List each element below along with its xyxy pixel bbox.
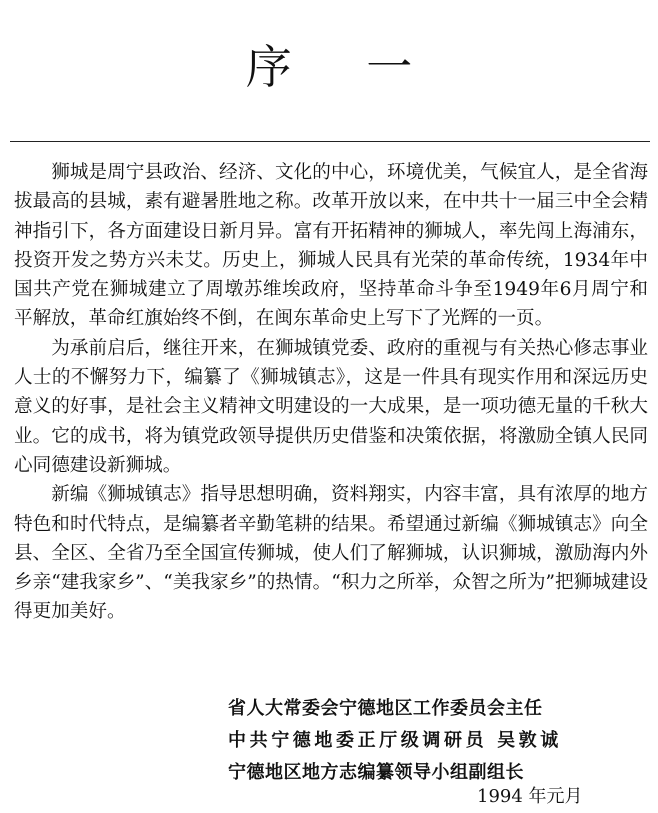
paragraph-1: 狮城是周宁县政治、经济、文化的中心，环境优美，气候宜人，是全省海拔最高的县城，素有避暑胜地之称。改革开放以来，在中共十一届三中全会精神指引下，各方面建设日新月异。富有开拓精神的狮城人，率先闯上海浦东，投资开发之势方兴未艾。历史上，狮城人民具有光荣的革命传统，1934年中国共产党在狮城建立了周墩苏维埃政府，坚持革命斗争至1949年6月周宁和平解放，革命红旗始终不倒，在闽东革命史上写下了光辉的一页。 — [14, 162, 648, 330]
title-divider — [10, 141, 650, 142]
signature-title-2: 中共宁德地委正厅级调研员 吴敦诚 — [228, 730, 562, 751]
preface-body — [14, 158, 648, 627]
page-title: 序 一 — [245, 39, 443, 94]
paragraph-3: 新编《狮城镇志》指导思想明确，资料翔实，内容丰富，具有浓厚的地方特色和时代特点，是编纂者辛勤笔耕的结果。希望通过新编《狮城镇志》向全县、全区、全省乃至全国宣传狮城，使人们了解狮城，认识狮城，激励海内外乡亲“建我家乡”、“美我家乡”的热情。“积力之所举，众智之所为”把狮城建设得更加美好。 — [14, 484, 648, 623]
signature-title-3: 宁德地区地方志编纂领导小组副组长 — [228, 762, 524, 783]
signature-title-1: 省人大常委会宁德地区工作委员会主任 — [228, 698, 543, 719]
paragraph-2: 为承前启后，继往开来，在狮城镇党委、政府的重视与有关热心修志事业人士的不懈努力下，编纂了《狮城镇志》，这是一件具有现实作用和深远历史意义的好事，是社会主义精神文明建设的一大成果，是一项功德无量的千秋大业。它的成书，将为镇党政领导提供历史借鉴和决策依据，将激励全镇人民同心同德建设新狮城。 — [14, 337, 648, 476]
signature-date: 1994 年元月 — [477, 786, 583, 807]
